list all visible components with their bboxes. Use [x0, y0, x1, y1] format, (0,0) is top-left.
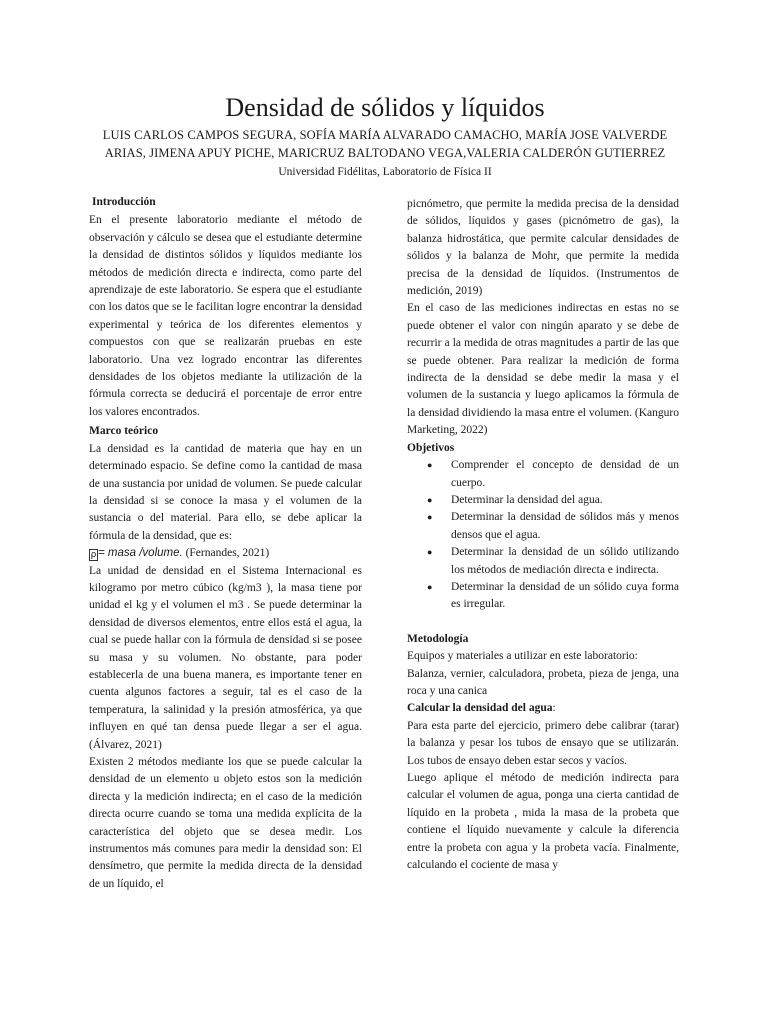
- paper-title: Densidad de sólidos y líquidos: [225, 93, 545, 122]
- formula-citation: (Fernandes, 2021): [182, 547, 270, 560]
- intro-paragraph: En el presente laboratorio mediante el método de observación y cálculo se desea que el estudiante determine la densidad de distintos sólidos y líquidos mediante los métodos de medición directa e indirecta, como parte del aprendizaje de este laboratorio. Se espera que el estudiante con los datos que se le facilitan logre encontrar la densidad experimental y teórica de los diferentes elementos y compuestos con que se realizarán pruebas en este laboratorio. Una vez logrado encontrar las diferentes densidades de los objetos mediante la utilización de la fórmula correcta se deducirá el porcentaje de error entre los valores encontrados.: [89, 214, 362, 418]
- density-formula: [89, 545, 362, 562]
- water-paragraph-1: Para esta parte del ejercicio, primero debe calibrar (tarar) la balanza y pesar los tubos de ensayo que se utilizarán. Los tubos de ensayo deben estar secos y vacíos.: [407, 719, 679, 767]
- spacer: [407, 614, 679, 631]
- equipment-intro: Equipos y materiales a utilizar en este laboratorio:: [407, 650, 638, 663]
- objective-item: ● Determinar la densidad del agua.: [407, 492, 679, 509]
- objective-item: ● Determinar la densidad de un sólido cuya forma es irregular.: [427, 580, 679, 611]
- paper-header: [60, 92, 710, 180]
- objective-item: ● Determinar la densidad de un sólido utilizando los métodos de mediación directa e indirecta.: [427, 546, 679, 576]
- objective-item: ● Determinar la densidad de sólidos más y menos densos que el agua.: [427, 511, 679, 541]
- water-density-heading-line: Calcular la densidad del agua:: [407, 702, 556, 715]
- bullet-icon: ●: [427, 512, 433, 523]
- intro-heading: Introducción: [92, 196, 156, 208]
- equipment-list: Balanza, vernier, calculadora, probeta, pieza de jenga, una roca y una canica: [407, 667, 679, 697]
- bullet-icon: ●: [427, 494, 433, 505]
- formula-text: = masa /volume.: [98, 547, 183, 560]
- objective-item: ● Comprender el concepto de densidad de un cuerpo.: [427, 459, 679, 489]
- bullet-icon: ●: [427, 547, 433, 558]
- rho-symbol: ρ: [90, 550, 97, 561]
- objectives-heading: Objetivos: [407, 441, 455, 454]
- affiliation: Universidad Fidélitas, Laboratorio de Física II: [278, 166, 492, 178]
- marco-heading: Marco teórico: [89, 425, 159, 438]
- marco-paragraph-2: La unidad de densidad en el Sistema Internacional es kilogramo por metro cúbico (kg/m3 ), la masa tiene por unidad el kg y el volumen el m3 . Se puede determinar la densidad de diversos elementos, entre ellos está el agua, la cual se puede hallar con la fórmula de densidad si se posee su masa y su volumen. No obstante, para poder establecerla de una buena manera, es importante tener en cuenta algunos factores a seguir, tal es el caso de la temperatura, la salinidad y la presión atmosférica, ya que influyen en qué tan densa puede llegar a ser el agua.(Álvarez, 2021): [89, 564, 362, 751]
- marco-paragraph-3: Existen 2 métodos mediante los que se puede calcular la densidad de un elemento u objeto estos son la medición directa y la medición indirecta; en el caso de la medición directa ocurre cuando se toma una medida explícita de la característica del objeto que se desea medir. Los instrumentos más comunes para medir la densidad son: El densímetro, que permite la medida directa de la densidad de un líquido, el: [89, 756, 362, 890]
- methodology-heading: Metodología: [407, 632, 469, 645]
- indirect-paragraph: En el caso de las mediciones indirectas en estas no se puede obtener el valor con ningún aparato y se debe de recurrir a la medida de otras magnitudes a partir de las que se puede obtener. Para realizar la medición de forma indirecta de la densidad se debe medir la masa y el volumen de la sustancia y luego aplicamos la fórmula de la densidad dividiendo la masa entre el volumen. (Kanguro Marketing, 2022): [407, 302, 679, 437]
- water-paragraph-2: Luego aplique el método de medición indirecta para calcular el volumen de agua, ponga una cierta cantidad de líquido en la probeta , mida la masa de la probeta que contiene el líquido nuevamente y calcule la diferencia entre la probeta con agua y la probeta vacía. Finalmente, calculando el cociente de masa y: [407, 772, 679, 872]
- objectives-list: [407, 457, 679, 614]
- authors-line-2: ARIAS, JIMENA APUY PICHE, MARICRUZ BALTODANO VEGA,VALERIA CALDERÓN GUTIERREZ: [104, 145, 666, 160]
- marco-paragraph-1: La densidad es la cantidad de materia que hay en un determinado espacio. Se define como la cantidad de masa de una sustancia por unidad de volumen. Se puede calcular la densidad si se conoce la masa y el volumen de la sustancia o del material. Para ello, se debe aplicar la fórmula de la densidad, que es:: [89, 442, 362, 542]
- authors: [60, 127, 710, 162]
- bullet-icon: ●: [427, 460, 433, 471]
- right-column: [407, 196, 679, 874]
- bullet-icon: ●: [427, 581, 433, 592]
- left-column: [89, 194, 362, 893]
- water-density-heading: Calcular la densidad del agua: [407, 702, 553, 715]
- authors-line-1: LUIS CARLOS CAMPOS SEGURA, SOFÍA MARÍA ALVARADO CAMACHO, MARÍA JOSE VALVERDE: [102, 128, 668, 142]
- instruments-paragraph: picnómetro, que permite la medida precisa de la densidad de sólidos, líquidos y gases (picnómetro de gas), la balanza hidrostática, que permite calcular densidades de sólidos y la balanza de Mohr, que permite la medida precisa de la densidad de líquidos. (Instrumentos de medición, 2019): [407, 198, 679, 298]
